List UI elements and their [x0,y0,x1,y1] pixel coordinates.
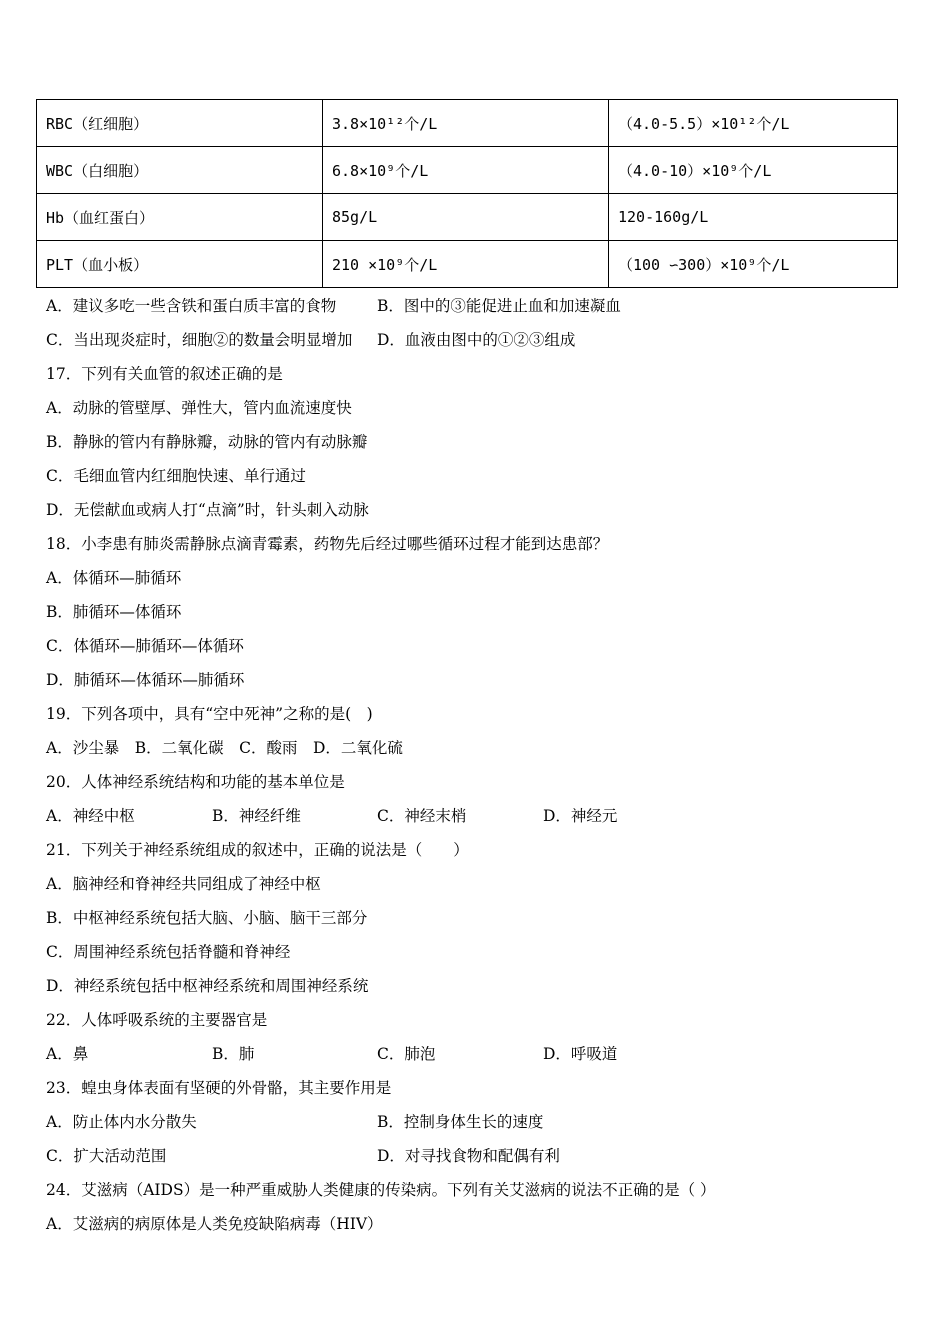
q23-option-b: B．控制身体生长的速度 [377,1113,544,1131]
q21-option-c: C．周围神经系统包括脊髓和脊神经 [46,943,291,961]
q17-option-d: D．无偿献血或病人打“点滴”时，针头刺入动脉 [46,501,369,519]
table-cell: 120-160g/L [609,194,898,241]
q16-option-b: B．图中的③能促进止血和加速凝血 [377,297,621,315]
q17-option-a: A．动脉的管壁厚、弹性大，管内血流速度快 [46,399,352,417]
q20-option-a: A．神经中枢 [46,807,135,825]
table-cell: 3.8×10¹²个/L [323,100,609,147]
q18-option-b: B．肺循环—体循环 [46,603,182,621]
q22-stem: 22．人体呼吸系统的主要器官是 [46,1011,268,1029]
q24-stem: 24．艾滋病（AIDS）是一种严重威胁人类健康的传染病。下列有关艾滋病的说法不正确的是（ ） [46,1181,716,1199]
table-row [37,194,898,241]
q22-option-a: A．鼻 [46,1045,89,1063]
q22-option-b: B．肺 [212,1045,255,1063]
q18-option-d: D．肺循环—体循环—肺循环 [46,671,245,689]
q16-option-d: D．血液由图中的①②③组成 [377,331,576,349]
table-cell: 85g/L [323,194,609,241]
q21-stem: 21．下列关于神经系统组成的叙述中，正确的说法是（ ） [46,841,469,859]
table-row [37,241,898,288]
q17-stem: 17．下列有关血管的叙述正确的是 [46,365,283,383]
table-row [37,147,898,194]
table-cell: 6.8×10⁹个/L [323,147,609,194]
q17-option-c: C．毛细血管内红细胞快速、单行通过 [46,467,306,485]
q21-option-a: A．脑神经和脊神经共同组成了神经中枢 [46,875,321,893]
q20-stem: 20．人体神经系统结构和功能的基本单位是 [46,773,345,791]
q21-option-b: B．中枢神经系统包括大脑、小脑、脑干三部分 [46,909,368,927]
q19-options: A．沙尘暴 B．二氧化碳 C．酸雨 D．二氧化硫 [46,739,403,757]
q22-option-c: C．肺泡 [377,1045,436,1063]
q23-option-a: A．防止体内水分散失 [46,1113,197,1131]
q20-option-b: B．神经纤维 [212,807,301,825]
table-cell: （4.0-10）×10⁹个/L [609,147,898,194]
table-cell: 210 ×10⁹个/L [323,241,609,288]
table-cell: PLT（血小板） [37,241,323,288]
blood-test-table [36,99,898,288]
q19-stem: 19．下列各项中，具有“空中死神”之称的是( ) [46,705,373,723]
table-cell: Hb（血红蛋白） [37,194,323,241]
table-cell: （4.0-5.5）×10¹²个/L [609,100,898,147]
q17-option-b: B．静脉的管内有静脉瓣，动脉的管内有动脉瓣 [46,433,368,451]
q16-option-a: A．建议多吃一些含铁和蛋白质丰富的食物 [46,297,337,315]
table-cell: RBC（红细胞） [37,100,323,147]
q18-stem: 18．小李患有肺炎需静脉点滴青霉素，药物先后经过哪些循环过程才能到达患部？ [46,535,609,553]
table-cell: WBC（白细胞） [37,147,323,194]
q23-option-d: D．对寻找食物和配偶有利 [377,1147,560,1165]
q18-option-a: A．体循环—肺循环 [46,569,182,587]
table-row [37,100,898,147]
q20-option-d: D．神经元 [543,807,618,825]
q24-option-a: A．艾滋病的病原体是人类免疫缺陷病毒（HIV） [46,1215,383,1233]
q22-option-d: D．呼吸道 [543,1045,618,1063]
q20-option-c: C．神经末梢 [377,807,467,825]
q23-option-c: C．扩大活动范围 [46,1147,167,1165]
q23-stem: 23．蝗虫身体表面有坚硬的外骨骼，其主要作用是 [46,1079,392,1097]
q21-option-d: D．神经系统包括中枢神经系统和周围神经系统 [46,977,369,995]
table-cell: （100 ∽300）×10⁹个/L [609,241,898,288]
q16-option-c: C．当出现炎症时，细胞②的数量会明显增加 [46,331,353,349]
q18-option-c: C．体循环—肺循环—体循环 [46,637,244,655]
